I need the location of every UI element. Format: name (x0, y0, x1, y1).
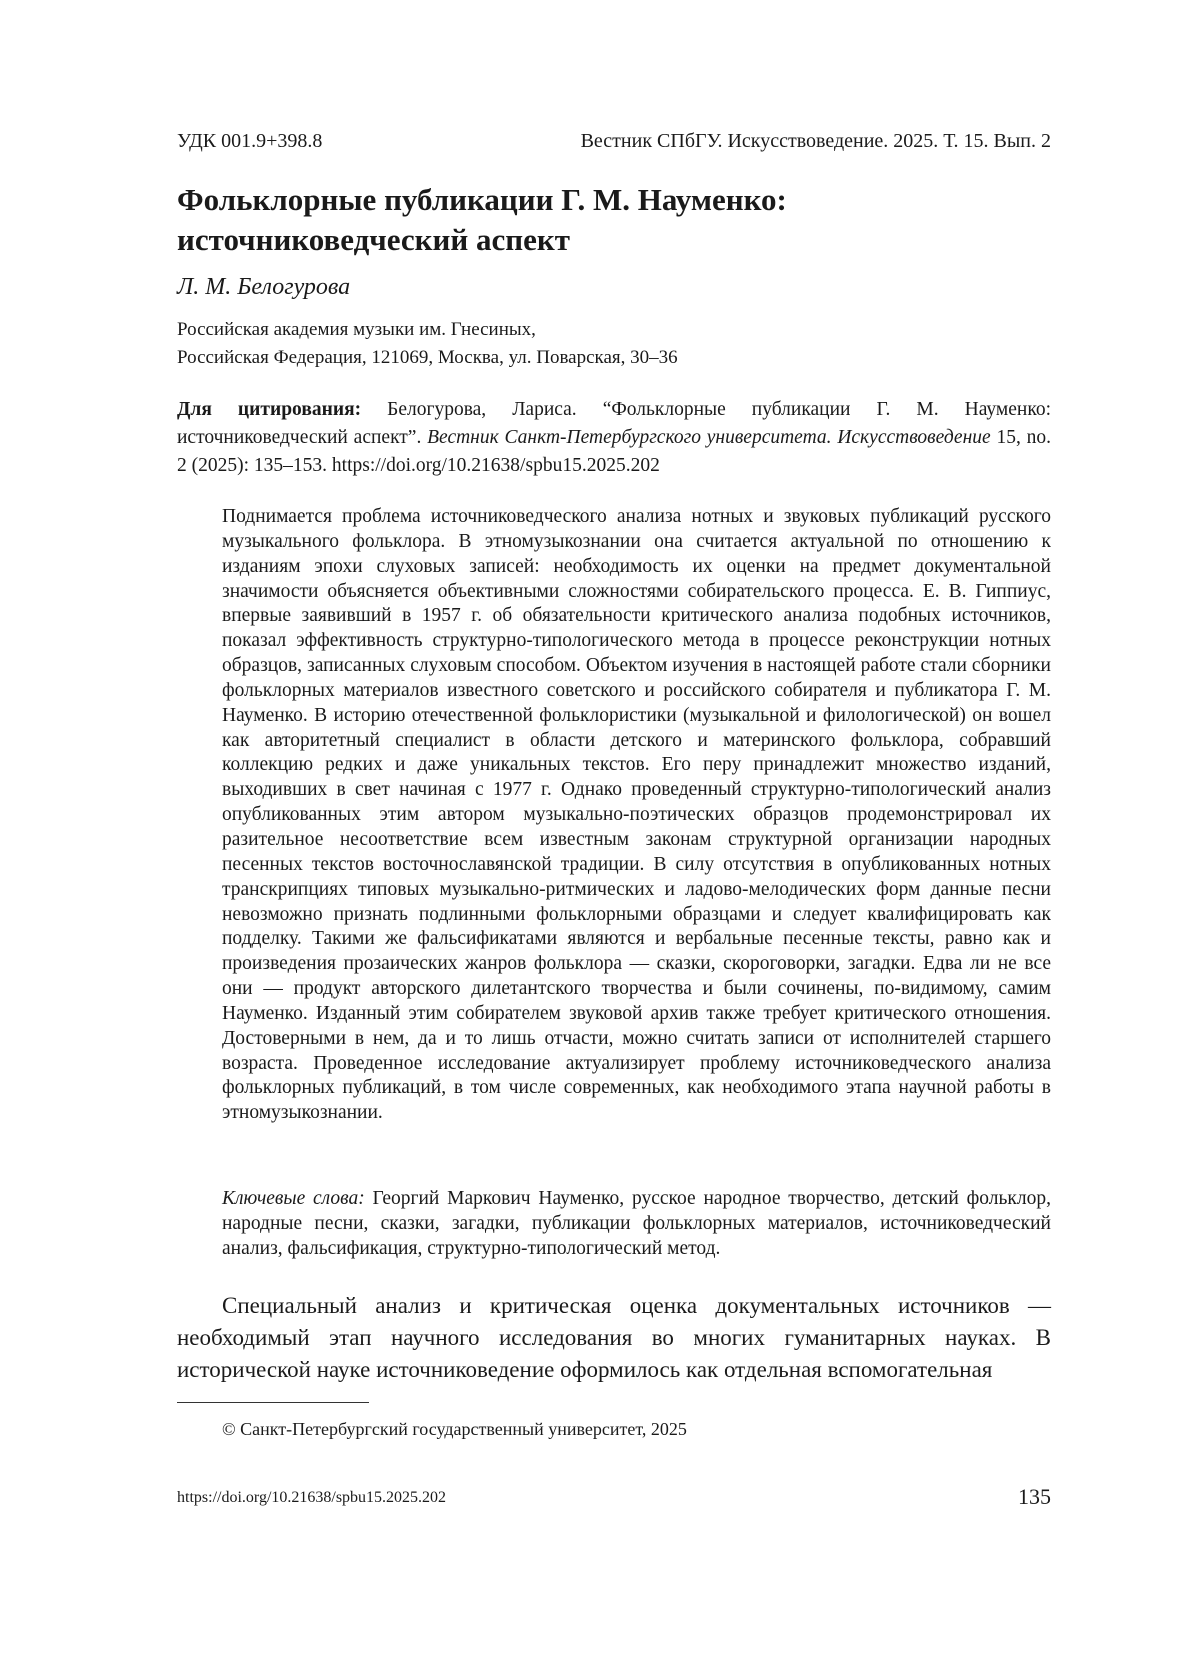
author-name: Л. М. Белогурова (177, 274, 351, 300)
citation-block (177, 396, 1051, 480)
article-title (177, 180, 1057, 260)
footnote-divider (177, 1402, 369, 1403)
article-title-line2: источниковедческий аспект (177, 222, 570, 257)
journal-header: Вестник СПбГУ. Искусствоведение. 2025. Т. 15. Вып. 2 (580, 130, 1051, 152)
page-number: 135 (1018, 1484, 1051, 1509)
article-title-line1: Фольклорные публикации Г. М. Науменко: (177, 182, 787, 217)
abstract: Поднимается проблема источниковедческого анализа нотных и звуковых публикаций русского музыкального фольклора. В этномузыкознании она считается актуальной по отношению к изданиям эпохи слуховых записей: необходимость их оценки на предмет документальной значимости объясняется объективными сложностями собирательского процесса. Е. В. Гиппиус, впервые заявивший в 1957 г. об обязательности критического анализа подобных источников, показал эффективность структурно-типологического метода в процессе реконструкции нотных образцов, записанных слуховым способом. Объектом изучения в настоящей работе стали сборники фольклорных материалов известного советского и российского собирателя и публикатора Г. М. Науменко. В историю отечественной фольклористики (музыкальной и филологической) он вошел как авторитетный специалист в области детского и материнского фольклора, собравший коллекцию редких и даже уникальных текстов. Его перу принадлежит множество изданий, выходивших в свет начиная с 1977 г. Однако проведенный структурно-типологический анализ опубликованных этим автором музыкально-поэтических образцов продемонстрировал их разительное несоответствие всем известным законам структурной организации народных песенных текстов восточнославянской традиции. В силу отсутствия в опубликованных нотных транскрипциях типовых музыкально-ритмических и ладово-мелодических форм данные песни невозможно признать подлинными фольклорными образцами и следует квалифицировать как подделку. Такими же фальсификатами являются и вербальные песенные тексты, равно как и произведения прозаических жанров фольклора — сказки, скороговорки, загадки. Едва ли не все они — продукт авторского дилетантского творчества и были сочинены, по-видимому, самим Науменко. Изданный этим собирателем звуковой архив также требует критического отношения. Достоверными в нем, да и то лишь отчасти, можно считать записи от исполнителей старшего возраста. Проведенное исследование актуализирует проблему источниковедческого анализа фольклорных публикаций, в том числе современных, как необходимого этапа научной работы в этномузыкознании. (222, 506, 1051, 1124)
citation-journal: Вестник Санкт-Петербургского университета. Искусствоведение (427, 427, 991, 448)
copyright-footnote: © Санкт-Петербургский государственный университет, 2025 (222, 1419, 687, 1439)
keywords (222, 1187, 1051, 1262)
citation-text-1: Белогурова, Лариса. “Фольклорные публикации Г. М. Науменко: источниковедческий аспект”. (177, 399, 1051, 448)
body-paragraph: Специальный анализ и критическая оценка документальных источников — необходимый этап научного исследования во многих гуманитарных науках. В исторической науке источниковедение оформилось как отдельная вспомогательная (177, 1293, 1051, 1382)
affiliation-line1: Российская академия музыки им. Гнесиных, (177, 319, 536, 340)
affiliation-line2: Российская Федерация, 121069, Москва, ул. Поварская, 30–36 (177, 347, 678, 368)
keywords-text: Георгий Маркович Науменко, русское народное творчество, детский фольклор, народные песни, сказки, загадки, публикации фольклорных материалов, источниковедческий анализ, фальсификация, структурно-типологический метод. (222, 1188, 1051, 1259)
citation-text-2: 15, no. 2 (2025): 135–153. https://doi.org/10.21638/spbu15.2025.202 (177, 427, 1051, 476)
udk-code: УДК 001.9+398.8 (177, 130, 323, 152)
affiliation (177, 316, 678, 372)
citation-label: Для цитирования: (177, 399, 362, 420)
keywords-label: Ключевые слова: (222, 1188, 365, 1209)
footer-doi: https://doi.org/10.21638/spbu15.2025.202 (177, 1489, 447, 1506)
